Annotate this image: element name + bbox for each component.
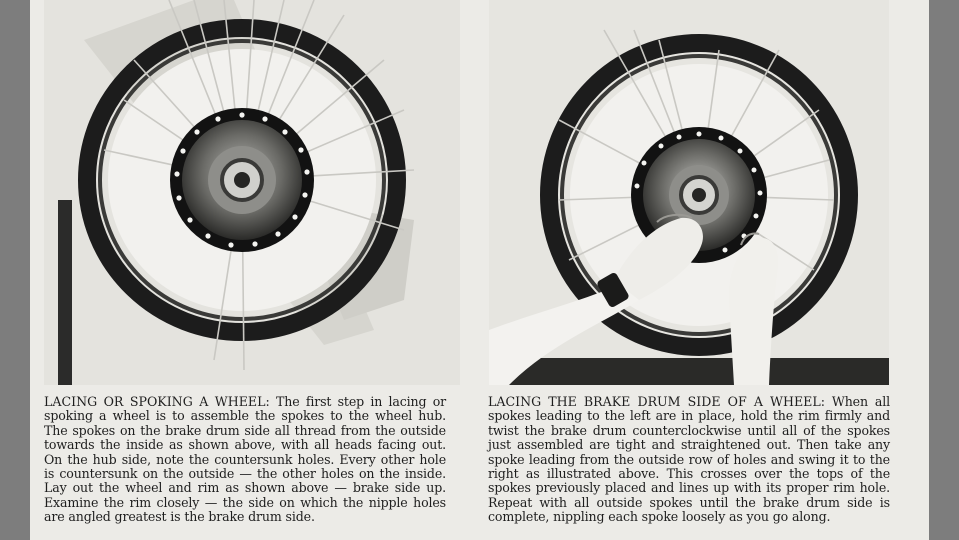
- manual-page: [30, 0, 929, 540]
- caption-body: When all spokes leading to the left are in place, hold the rim firmly and twist the brake drum counterclockwise until all of the spokes just assembled are tight and straightened out. Then take any spoke leading from the outside row of holes and swing it to the right as illustrated above. This crosses over the tops of the spokes previously placed and lines up with its proper rim hole. Repeat with all outside spokes until the brake drum side is complete, nippling each spoke loosely as you go along.: [488, 394, 890, 525]
- caption-lacing-spoking: [44, 395, 446, 525]
- caption-heading: LACING THE BRAKE DRUM SIDE OF A WHEEL:: [488, 394, 825, 409]
- wheel-photo-hub-spokes: [44, 0, 460, 385]
- caption-brake-drum-side: [488, 395, 890, 525]
- wheel-photo-brake-drum-side: [489, 0, 889, 385]
- caption-body: The first step in lacing or spoking a wheel is to assemble the spokes to the wheel hub. The spokes on the brake drum side all thread from the outside towards the inside as shown above, with all heads facing out. On the hub side, note the countersunk holes. Every other hole is countersunk on the outside — the other holes on the inside. Lay out the wheel and rim as shown above — brake side up. Examine the rim closely — the side on which the nipple holes are angled greatest is the brake drum side.: [44, 394, 446, 525]
- caption-heading: LACING OR SPOKING A WHEEL:: [44, 394, 270, 409]
